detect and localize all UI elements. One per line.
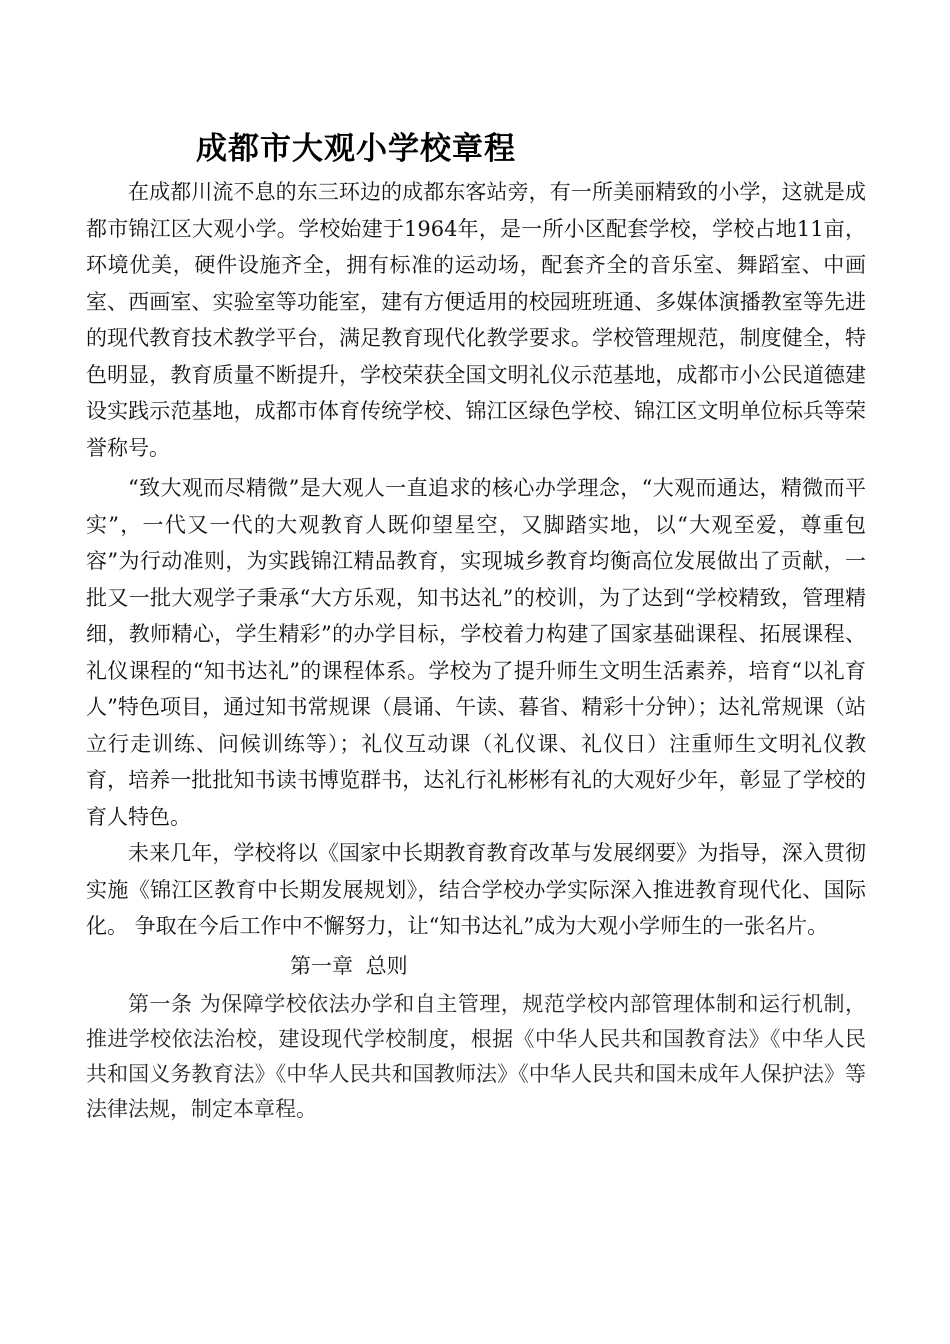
intro-paragraph-3: 未来几年，学校将以《国家中长期教育教育改革与发展纲要》为指导，深入贯彻实施《锦江区教育中长期发展规划》，结合学校办学实际深入推进教育现代化、国际化。 争取在今后工作中不懈努力，让“知书达礼”成为大观小学师生的一张名片。 [86,841,866,938]
article-1: 第一条 为保障学校依法办学和自主管理，规范学校内部管理体制和运行机制，推进学校依法治校，建设现代学校制度，根据《中华人民共和国教育法》《中华人民共和国义务教育法》《中华人民共和国教师法》《中华人民共和国未成年人保护法》等法律法规，制定本章程。 [86,991,866,1121]
document-title: 成都市大观小学校章程 [196,131,516,167]
chapter-heading: 第一章 总则 [290,953,408,978]
intro-paragraph-2: “致大观而尽精微”是大观人一直追求的核心办学理念，“大观而通达，精微而平实”，一代又一代的大观教育人既仰望星空，又脚踏实地，以“大观至爱，尊重包容”为行动准则，为实践锦江精品教育，实现城乡教育均衡高位发展做出了贡献，一批又一批大观学子秉承“大方乐观，知书达礼”的校训，为了达到“学校精致，管理精细，教师精心，学生精彩”的办学目标，学校着力构建了国家基础课程、拓展课程、礼仪课程的“知书达礼”的课程体系。学校为了提升师生文明生活素养，培育“以礼育人”特色项目，通过知书常规课（晨诵、午读、暮省、精彩十分钟）；达礼常规课（站立行走训练、问候训练等）；礼仪互动课（礼仪课、礼仪日）注重师生文明礼仪教育，培养一批批知书读书博览群书，达礼行礼彬彬有礼的大观好少年，彰显了学校的育人特色。 [86,476,866,829]
intro-paragraph-1: 在成都川流不息的东三环边的成都东客站旁，有一所美丽精致的小学，这就是成都市锦江区大观小学。学校始建于1964年，是一所小区配套学校，学校占地11亩，环境优美，硬件设施齐全，拥有标准的运动场，配套齐全的音乐室、舞蹈室、中画室、西画室、实验室等功能室，建有方便适用的校园班班通、多媒体演播教室等先进的现代教育技术教学平台，满足教育现代化教学要求。学校管理规范，制度健全，特色明显，教育质量不断提升，学校荣获全国文明礼仪示范基地，成都市小公民道德建设实践示范基地，成都市体育传统学校、锦江区绿色学校、锦江区文明单位标兵等荣誉称号。 [86,180,866,460]
document-page [86,124,866,1127]
